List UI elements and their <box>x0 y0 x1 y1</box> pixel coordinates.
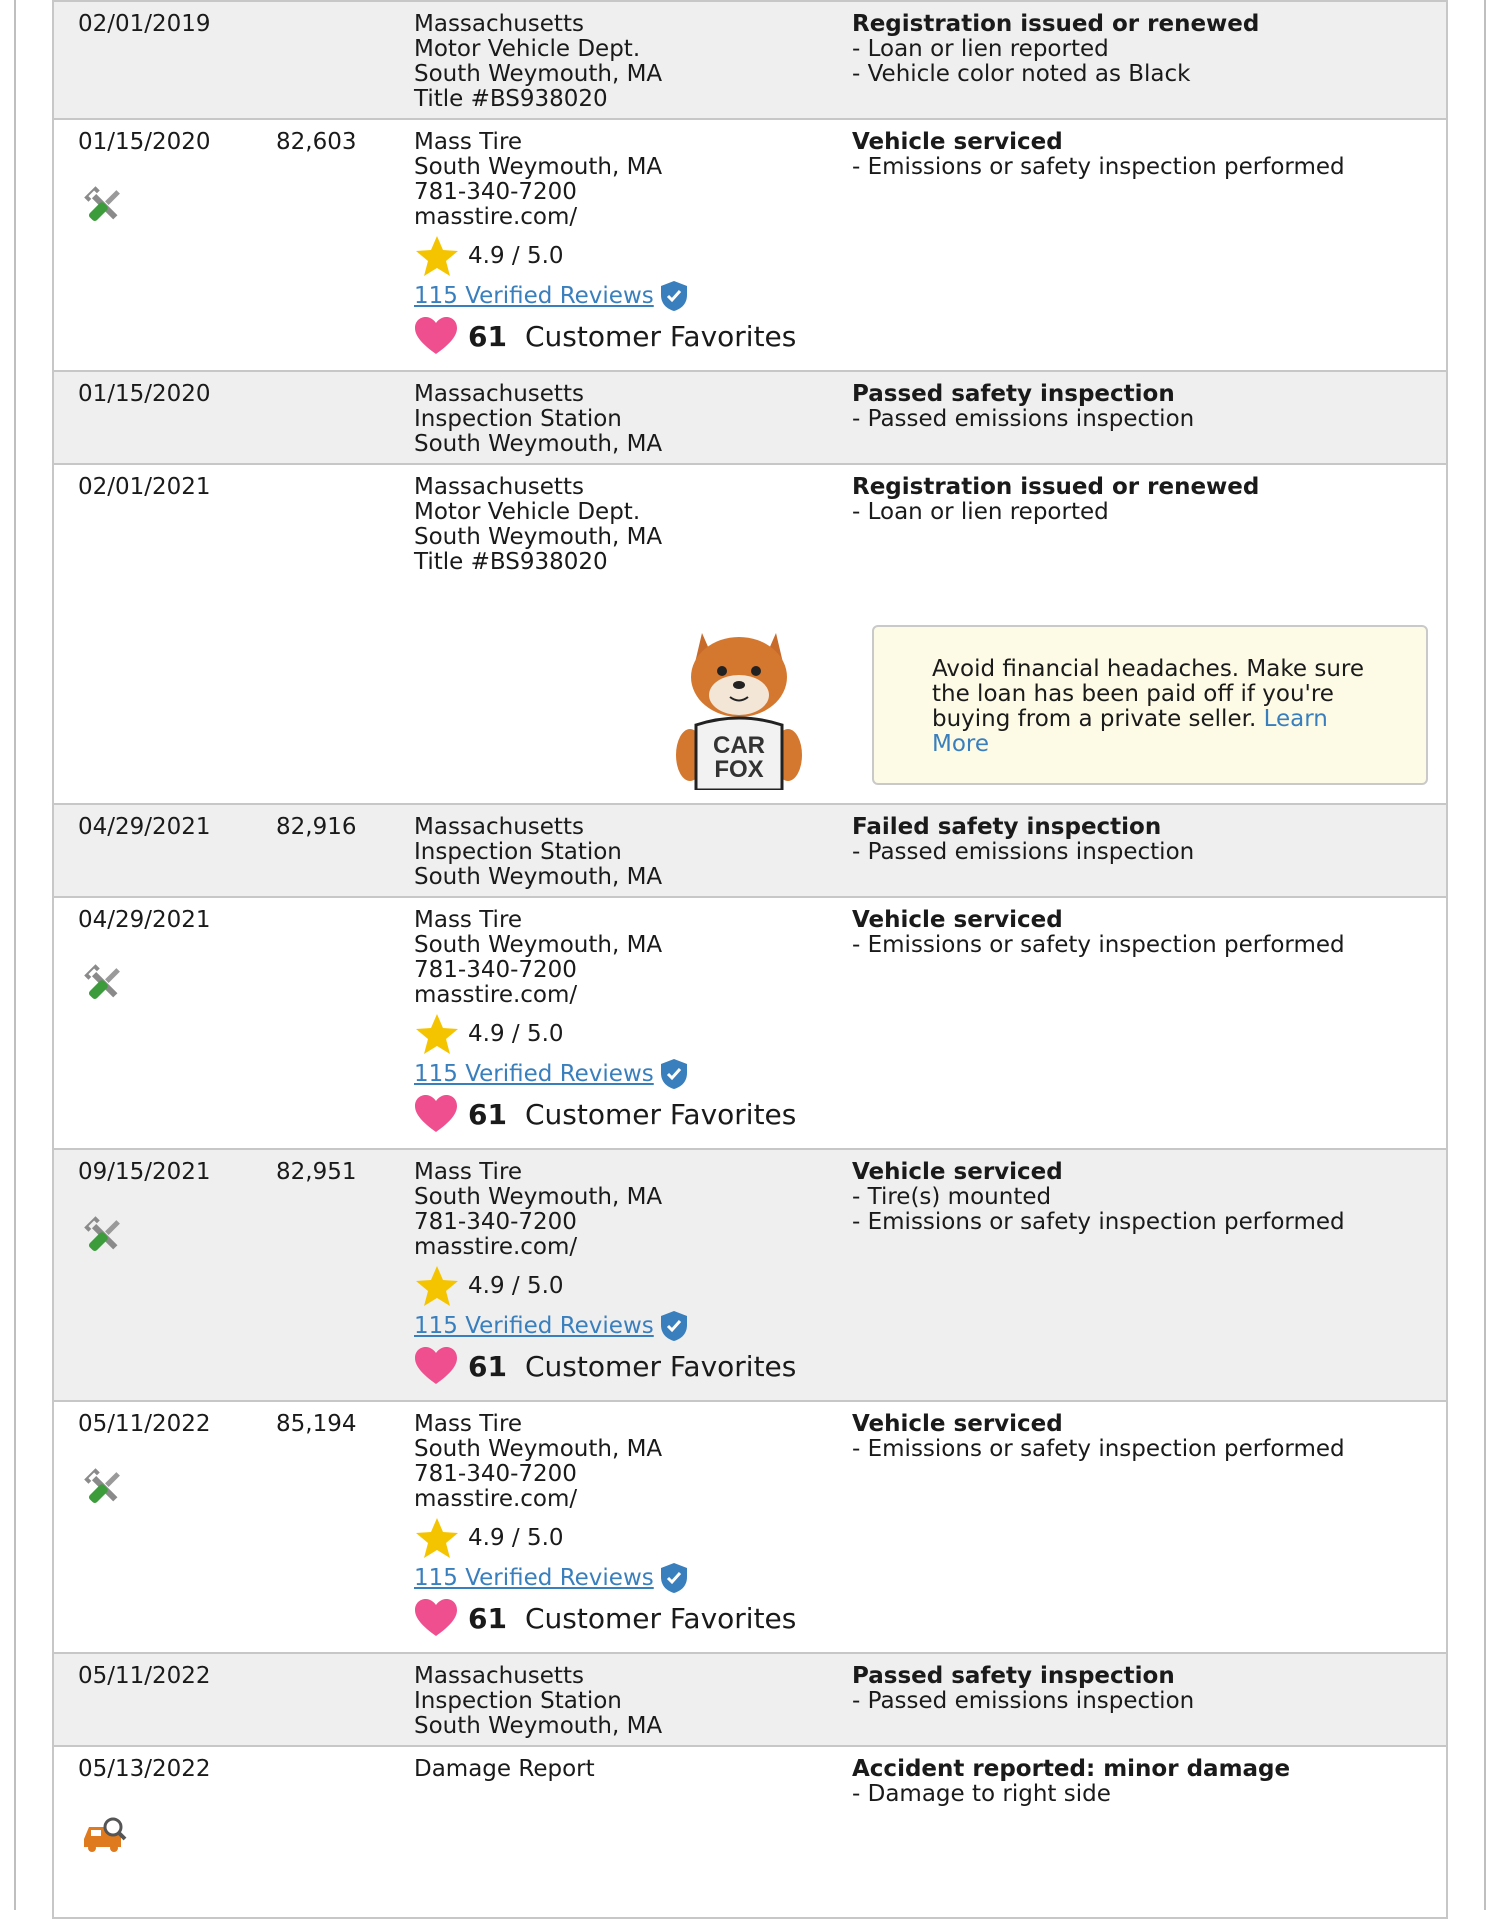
record-source <box>414 475 662 575</box>
history-row <box>52 465 1448 805</box>
source-line: Massachusetts <box>414 1663 584 1689</box>
record-date: 04/29/2021 <box>78 814 211 840</box>
verified-reviews <box>414 1058 688 1090</box>
event-title: Accident reported: minor damage <box>852 1756 1291 1782</box>
source-line: Massachusetts <box>414 814 584 840</box>
history-row <box>52 1402 1448 1654</box>
favorites-label: Customer Favorites <box>524 1097 797 1131</box>
tip-message: Avoid financial headaches. Make sure the loan has been paid off if you're buying from a private seller. <box>932 656 1364 732</box>
source-line: South Weymouth, MA <box>414 1436 663 1462</box>
history-row <box>52 1150 1448 1402</box>
record-comments <box>852 382 1194 432</box>
history-row <box>52 1747 1448 1919</box>
record-source <box>414 1757 595 1782</box>
source-line: South Weymouth, MA <box>414 864 663 890</box>
odometer-reading: 82,603 <box>276 129 357 155</box>
verified-reviews <box>414 280 688 312</box>
source-line: Mass Tire <box>414 907 523 933</box>
history-row <box>52 0 1448 120</box>
wrench-screwdriver-icon <box>80 182 128 230</box>
event-detail: - Emissions or safety inspection performed <box>852 1209 1345 1235</box>
source-line: masstire.com/ <box>414 204 578 230</box>
verified-reviews-link[interactable]: 115 Verified Reviews <box>414 1565 654 1591</box>
source-line: Motor Vehicle Dept. <box>414 36 641 62</box>
record-comments <box>852 475 1259 525</box>
event-detail: - Loan or lien reported <box>852 36 1109 62</box>
verified-reviews-link[interactable]: 115 Verified Reviews <box>414 283 654 309</box>
favorites-count: 61 <box>468 1601 507 1635</box>
history-row <box>52 120 1448 372</box>
history-row <box>52 1654 1448 1747</box>
event-detail: - Vehicle color noted as Black <box>852 61 1191 87</box>
source-line: Mass Tire <box>414 1159 523 1185</box>
event-detail: - Damage to right side <box>852 1781 1111 1807</box>
source-line: Title #BS938020 <box>414 86 608 112</box>
page-border-left <box>14 0 16 1910</box>
star-icon <box>414 1516 468 1560</box>
event-title: Vehicle serviced <box>852 129 1063 155</box>
source-line: Mass Tire <box>414 1411 523 1437</box>
favorites-count: 61 <box>468 319 507 353</box>
source-line: Motor Vehicle Dept. <box>414 499 641 525</box>
event-title: Vehicle serviced <box>852 1411 1063 1437</box>
event-detail: - Passed emissions inspection <box>852 1688 1195 1714</box>
shop-rating <box>414 1012 564 1056</box>
wrench-screwdriver-icon <box>80 1212 128 1260</box>
odometer-reading: 82,916 <box>276 814 357 840</box>
verified-shield-icon <box>654 1562 688 1594</box>
event-title: Failed safety inspection <box>852 814 1162 840</box>
event-title: Passed safety inspection <box>852 1663 1175 1689</box>
shop-rating <box>414 1264 564 1308</box>
record-source <box>414 382 662 457</box>
source-line: South Weymouth, MA <box>414 154 663 180</box>
record-source <box>414 12 662 112</box>
rating-value: 4.9 / 5.0 <box>468 1525 564 1551</box>
source-line: Damage Report <box>414 1756 595 1782</box>
carfox-mascot <box>664 615 814 790</box>
event-title: Registration issued or renewed <box>852 474 1260 500</box>
record-comments <box>852 1412 1345 1462</box>
loan-tip-callout <box>872 625 1428 785</box>
verified-shield-icon <box>654 280 688 312</box>
record-date: 04/29/2021 <box>78 907 211 933</box>
history-row <box>52 805 1448 898</box>
source-line: 781-340-7200 <box>414 1461 577 1487</box>
wrench-screwdriver-icon <box>80 1464 128 1512</box>
odometer-reading: 85,194 <box>276 1411 357 1437</box>
record-source <box>414 815 662 890</box>
history-row <box>52 898 1448 1150</box>
source-line: Inspection Station <box>414 406 622 432</box>
source-line: South Weymouth, MA <box>414 524 663 550</box>
record-comments <box>852 815 1194 865</box>
source-line: Mass Tire <box>414 129 523 155</box>
favorites-label: Customer Favorites <box>524 1601 797 1635</box>
star-icon <box>414 234 468 278</box>
source-line: South Weymouth, MA <box>414 1184 663 1210</box>
source-line: 781-340-7200 <box>414 957 577 983</box>
verified-shield-icon <box>654 1058 688 1090</box>
source-line: Massachusetts <box>414 474 584 500</box>
verified-reviews-link[interactable]: 115 Verified Reviews <box>414 1313 654 1339</box>
event-detail: - Loan or lien reported <box>852 499 1109 525</box>
customer-favorites <box>414 316 796 356</box>
record-source <box>414 1160 662 1260</box>
fox-shirt-line1: CAR <box>713 732 765 759</box>
record-source <box>414 908 662 1008</box>
favorites-count: 61 <box>468 1349 507 1383</box>
event-detail: - Emissions or safety inspection performed <box>852 932 1345 958</box>
source-line: masstire.com/ <box>414 982 578 1008</box>
customer-favorites <box>414 1598 796 1638</box>
event-detail: - Emissions or safety inspection performed <box>852 1436 1345 1462</box>
record-date: 02/01/2019 <box>78 11 211 37</box>
record-date: 05/13/2022 <box>78 1756 211 1782</box>
heart-icon <box>414 1094 468 1134</box>
rating-value: 4.9 / 5.0 <box>468 1021 564 1047</box>
fox-shirt-line2: FOX <box>714 756 764 783</box>
source-line: masstire.com/ <box>414 1486 578 1512</box>
record-comments <box>852 130 1345 180</box>
event-detail: - Passed emissions inspection <box>852 406 1195 432</box>
record-comments <box>852 12 1259 87</box>
favorites-label: Customer Favorites <box>524 319 797 353</box>
rating-value: 4.9 / 5.0 <box>468 1273 564 1299</box>
event-detail: - Tire(s) mounted <box>852 1184 1052 1210</box>
event-detail: - Passed emissions inspection <box>852 839 1195 865</box>
customer-favorites <box>414 1346 796 1386</box>
source-line: South Weymouth, MA <box>414 1713 663 1739</box>
heart-icon <box>414 316 468 356</box>
event-title: Registration issued or renewed <box>852 11 1260 37</box>
shop-rating <box>414 234 564 278</box>
record-date: 01/15/2020 <box>78 129 211 155</box>
verified-reviews <box>414 1310 688 1342</box>
damage-car-icon <box>80 1809 128 1857</box>
record-comments <box>852 1664 1194 1714</box>
event-title: Passed safety inspection <box>852 381 1175 407</box>
tip-text <box>932 657 1372 757</box>
source-line: Inspection Station <box>414 1688 622 1714</box>
verified-reviews <box>414 1562 688 1594</box>
record-comments <box>852 908 1345 958</box>
record-source <box>414 130 662 230</box>
record-date: 05/11/2022 <box>78 1411 211 1437</box>
heart-icon <box>414 1598 468 1638</box>
rating-value: 4.9 / 5.0 <box>468 243 564 269</box>
record-date: 01/15/2020 <box>78 381 211 407</box>
favorites-count: 61 <box>468 1097 507 1131</box>
event-title: Vehicle serviced <box>852 1159 1063 1185</box>
record-source <box>414 1412 662 1512</box>
shop-rating <box>414 1516 564 1560</box>
source-line: Inspection Station <box>414 839 622 865</box>
record-date: 05/11/2022 <box>78 1663 211 1689</box>
record-comments <box>852 1757 1290 1807</box>
star-icon <box>414 1012 468 1056</box>
wrench-screwdriver-icon <box>80 960 128 1008</box>
record-source <box>414 1664 662 1739</box>
event-detail: - Emissions or safety inspection performed <box>852 154 1345 180</box>
record-date: 09/15/2021 <box>78 1159 211 1185</box>
star-icon <box>414 1264 468 1308</box>
event-title: Vehicle serviced <box>852 907 1063 933</box>
vehicle-history-table <box>52 0 1448 1919</box>
source-line: 781-340-7200 <box>414 179 577 205</box>
source-line: 781-340-7200 <box>414 1209 577 1235</box>
heart-icon <box>414 1346 468 1386</box>
page-border-right <box>1484 0 1486 1910</box>
source-line: masstire.com/ <box>414 1234 578 1260</box>
source-line: South Weymouth, MA <box>414 431 663 457</box>
customer-favorites <box>414 1094 796 1134</box>
source-line: Massachusetts <box>414 381 584 407</box>
source-line: South Weymouth, MA <box>414 61 663 87</box>
source-line: Massachusetts <box>414 11 584 37</box>
record-comments <box>852 1160 1345 1235</box>
source-line: South Weymouth, MA <box>414 932 663 958</box>
record-date: 02/01/2021 <box>78 474 211 500</box>
verified-reviews-link[interactable]: 115 Verified Reviews <box>414 1061 654 1087</box>
verified-shield-icon <box>654 1310 688 1342</box>
favorites-label: Customer Favorites <box>524 1349 797 1383</box>
learn-more-link[interactable]: Learn More <box>932 706 1328 757</box>
history-row <box>52 372 1448 465</box>
odometer-reading: 82,951 <box>276 1159 357 1185</box>
source-line: Title #BS938020 <box>414 549 608 575</box>
